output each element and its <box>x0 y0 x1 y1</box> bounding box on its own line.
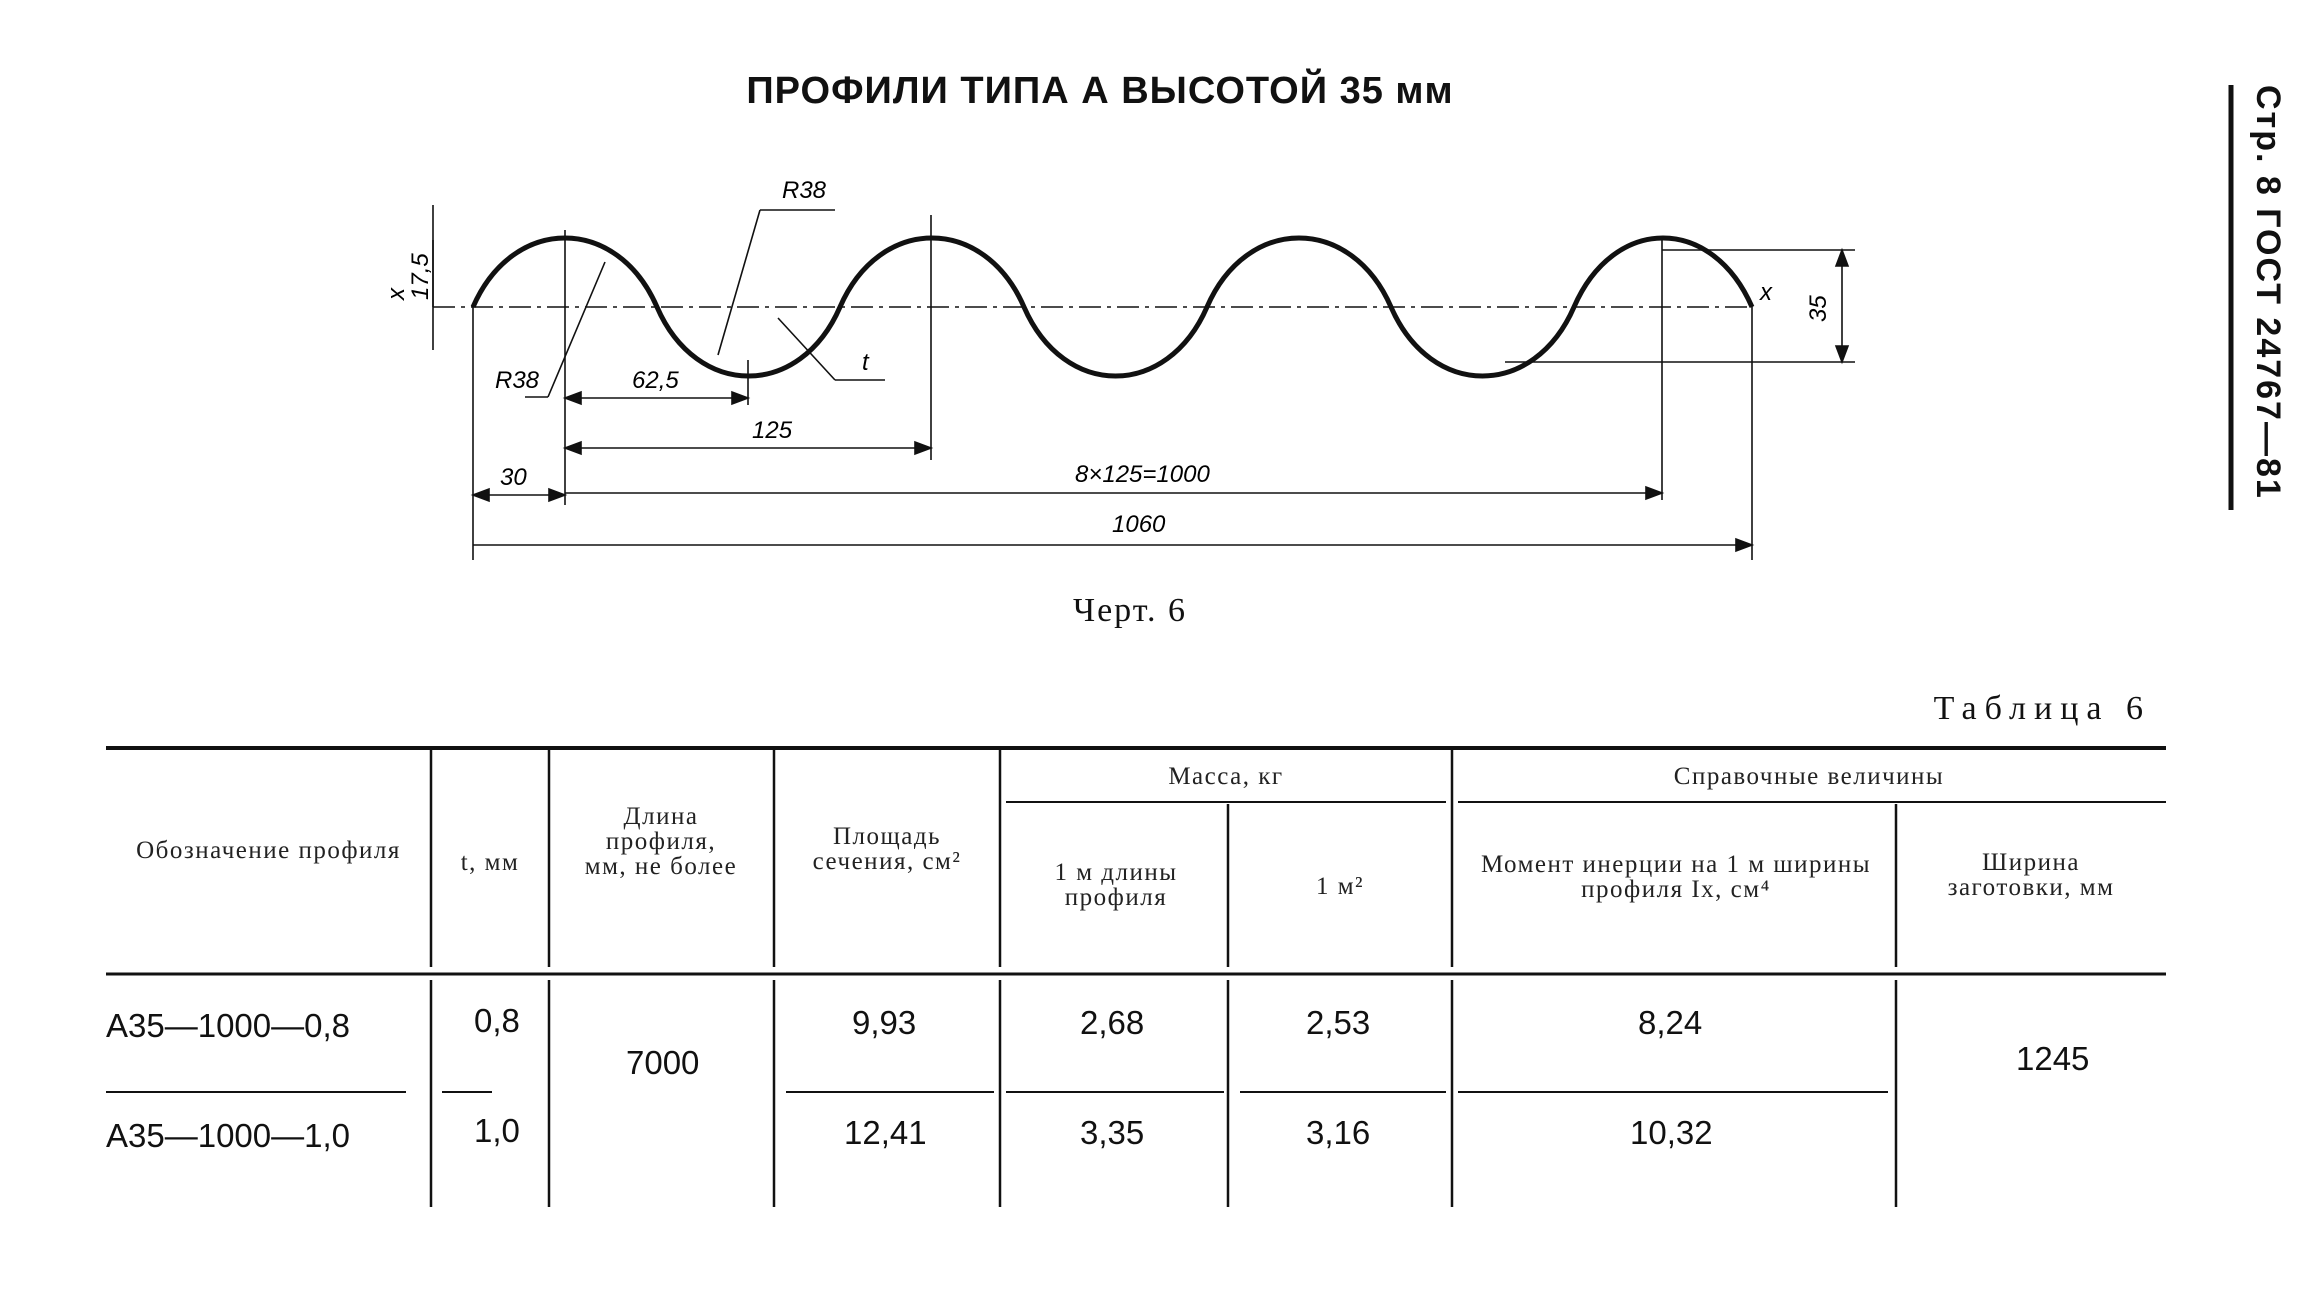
dim-thickness: t <box>862 349 869 376</box>
header-designation: Обозначение профиля <box>136 837 401 864</box>
spec-table <box>106 742 2166 1212</box>
dim-radius-bottom: R38 <box>495 367 540 394</box>
row1-mass-per-m: 2,68 <box>1080 1004 1145 1041</box>
shared-blank-width: 1245 <box>2016 1040 2090 1077</box>
row2-thickness: 1,0 <box>474 1112 520 1149</box>
side-header <box>2131 0 2311 520</box>
dim-radius-top: R38 <box>782 177 827 204</box>
header-mass-group: Масса, кг <box>1168 763 1284 790</box>
row1-designation: А35—1000—0,8 <box>106 1007 351 1044</box>
shared-length: 7000 <box>626 1044 700 1081</box>
header-blank-width: Ширина заготовки, мм <box>1947 849 2115 901</box>
axis-right-label: x <box>1760 279 1772 306</box>
header-thickness: t, мм <box>460 849 520 876</box>
dim-total-width: 1060 <box>1112 511 1166 538</box>
header-mass-per-m: 1 м длины профиля <box>1054 859 1178 911</box>
dim-pitch: 125 <box>752 417 793 444</box>
page-title: ПРОФИЛИ ТИПА А ВЫСОТОЙ 35 мм <box>746 70 1454 112</box>
drawing-caption: Черт. 6 <box>1072 592 1188 629</box>
row1-inertia: 8,24 <box>1638 1004 1703 1041</box>
table-label: Таблица 6 <box>1933 690 2151 727</box>
dim-half-pitch: 62,5 <box>632 367 679 394</box>
profile-drawing <box>380 170 1880 570</box>
row2-mass-per-m: 3,35 <box>1080 1114 1145 1151</box>
row1-mass-per-m2: 2,53 <box>1306 1004 1371 1041</box>
row2-area: 12,41 <box>844 1114 927 1151</box>
row1-thickness: 0,8 <box>474 1002 520 1039</box>
dim-half-height: 17,5 <box>407 253 434 300</box>
row1-area: 9,93 <box>852 1004 917 1041</box>
header-reference-group: Справочные величины <box>1673 763 1945 790</box>
dim-total-pitch: 8×125=1000 <box>1075 461 1210 488</box>
row2-inertia: 10,32 <box>1630 1114 1713 1151</box>
axis-left-label: x <box>383 288 410 300</box>
side-header-text: Стр. 8 ГОСТ 24767—81 <box>2249 85 2287 500</box>
row2-mass-per-m2: 3,16 <box>1306 1114 1371 1151</box>
header-length: Длина профиля, мм, не более <box>584 803 738 880</box>
header-mass-per-m2: 1 м² <box>1315 873 1365 900</box>
row2-designation: А35—1000—1,0 <box>106 1117 351 1154</box>
header-inertia: Момент инерции на 1 м ширины профиля Ix, см⁴ <box>1480 851 1872 903</box>
dim-edge: 30 <box>500 464 527 491</box>
header-area: Площадь сечения, см² <box>812 823 962 875</box>
dim-height: 35 <box>1805 295 1832 322</box>
